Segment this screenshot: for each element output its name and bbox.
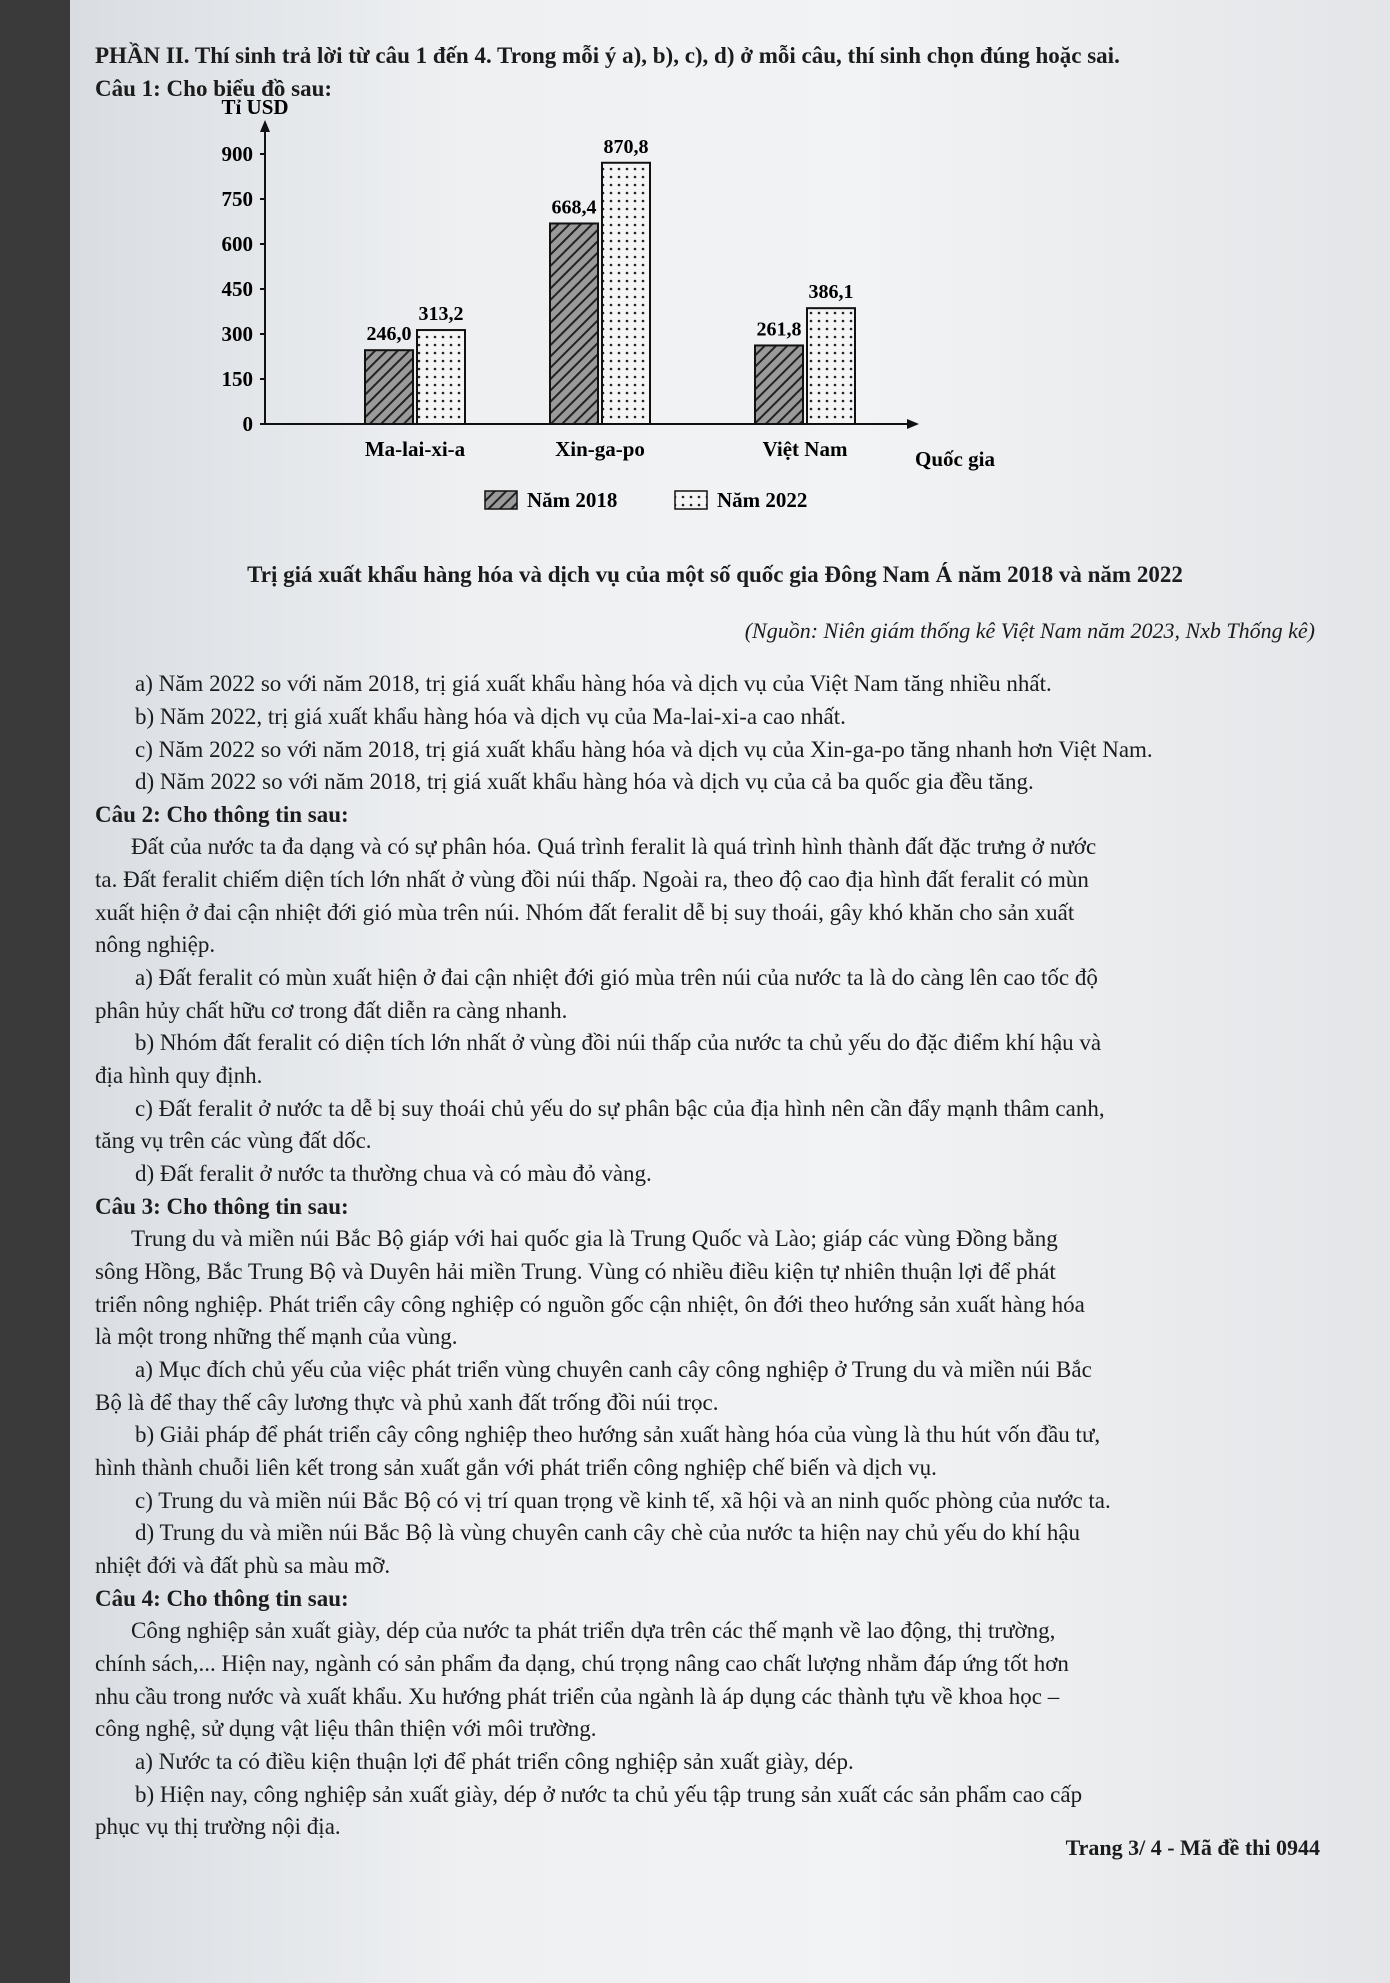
q2-option-c-cont: tăng vụ trên các vùng đất dốc. — [95, 1128, 372, 1154]
q2-passage-line: xuất hiện ở đai cận nhiệt đới gió mùa trên núi. Nhóm đất feralit dễ bị suy thoái, gây khó khăn cho sản xuất — [95, 899, 1075, 925]
q3-title: Câu 3: Cho thông tin sau: — [95, 1193, 349, 1219]
data-label: 668,4 — [551, 196, 597, 219]
data-label: 386,1 — [808, 281, 854, 304]
q2-passage-line: ta. Đất feralit chiếm diện tích lớn nhất ở vùng đồi núi thấp. Ngoài ra, theo độ cao địa hình đất feralit có mùn — [95, 867, 1089, 893]
data-label: 870,8 — [603, 136, 649, 159]
y-tick-label: 0 — [242, 412, 253, 437]
q3-passage-line: là một trong những thế mạnh của vùng. — [95, 1324, 458, 1350]
y-tick-label: 450 — [221, 277, 253, 302]
data-label: 313,2 — [418, 303, 464, 326]
q3-option-d: d) Trung du và miền núi Bắc Bộ là vùng chuyên canh cây chè của nước ta hiện nay chủ yếu do khí hậu — [135, 1520, 1081, 1546]
q1-option-d: d) Năm 2022 so với năm 2018, trị giá xuất khẩu hàng hóa và dịch vụ của cả ba quốc gia đều tăng. — [135, 769, 1034, 795]
y-axis-label: Tỉ USD — [221, 95, 289, 120]
legend-swatch-2022 — [675, 491, 707, 509]
bar-2022 — [602, 163, 650, 424]
q2-passage-line: nông nghiệp. — [95, 932, 216, 958]
y-tick-label: 150 — [221, 367, 253, 392]
q3-passage-line: triển nông nghiệp. Phát triển cây công nghiệp có nguồn gốc cận nhiệt, ôn đới theo hướng sản xuất hàng hóa — [95, 1291, 1085, 1317]
legend-label-2022: Năm 2022 — [717, 488, 808, 513]
q3-option-c: c) Trung du và miền núi Bắc Bộ có vị trí quan trọng về kinh tế, xã hội và an ninh quốc phòng của nước ta. — [135, 1487, 1111, 1513]
chart-caption: Trị giá xuất khẩu hàng hóa và dịch vụ của một số quốc gia Đông Nam Á năm 2018 và năm 2022 — [247, 562, 1183, 588]
x-axis-arrow — [907, 419, 919, 429]
q1-option-c: c) Năm 2022 so với năm 2018, trị giá xuất khẩu hàng hóa và dịch vụ của Xin-ga-po tăng nhanh hơn Việt Nam. — [135, 736, 1153, 762]
q1-title: Câu 1: Cho biểu đồ sau: — [95, 75, 333, 101]
q2-option-a-cont: phân hủy chất hữu cơ trong đất diễn ra càng nhanh. — [95, 997, 568, 1023]
q3-option-a-cont: Bộ là để thay thế cây lương thực và phủ xanh đất trống đồi núi trọc. — [95, 1389, 719, 1415]
q2-option-d: d) Đất feralit ở nước ta thường chua và có màu đỏ vàng. — [135, 1161, 652, 1187]
bar-chart — [95, 95, 1195, 559]
bar-2018 — [755, 346, 803, 425]
q2-option-b-cont: địa hình quy định. — [95, 1063, 263, 1089]
q4-passage-line: chính sách,... Hiện nay, ngành có sản phẩm đa dạng, chú trọng nâng cao chất lượng nhằm đáp ứng tốt hơn — [95, 1650, 1069, 1676]
q4-option-b: b) Hiện nay, công nghiệp sản xuất giày, dép ở nước ta chủ yếu tập trung sản xuất các sản phẩm cao cấp — [135, 1781, 1083, 1807]
q4-title: Câu 4: Cho thông tin sau: — [95, 1585, 349, 1611]
q3-passage — [95, 1223, 1335, 1354]
q3-option-b: b) Giải pháp để phát triển cây công nghiệp theo hướng sản xuất hàng hóa của vùng là thu hút vốn đầu tư, — [135, 1422, 1101, 1448]
chart-source: (Nguồn: Niên giám thống kê Việt Nam năm 2023, Nxb Thống kê) — [744, 617, 1315, 643]
q4-passage-line: Công nghiệp sản xuất giày, dép của nước ta phát triển dựa trên các thế mạnh về lao động, thị trường, — [131, 1618, 1056, 1644]
q2-option-c: c) Đất feralit ở nước ta dễ bị suy thoái chủ yếu do sự phân bậc của địa hình nên cần đẩy mạnh thâm canh, — [135, 1095, 1105, 1121]
bar-2018 — [550, 224, 598, 425]
q3-passage-line: sông Hồng, Bắc Trung Bộ và Duyên hải miền Trung. Vùng có nhiều điều kiện tự nhiên thuận lợi để phát — [95, 1259, 1056, 1285]
bar-2022 — [807, 308, 855, 424]
x-axis-label: Quốc gia — [915, 447, 995, 472]
bar-2022 — [417, 330, 465, 424]
q3-option-a: a) Mục đích chủ yếu của việc phát triển vùng chuyên canh cây công nghiệp ở Trung du và miền núi Bắc — [135, 1356, 1092, 1382]
q1-option-a: a) Năm 2022 so với năm 2018, trị giá xuất khẩu hàng hóa và dịch vụ của Việt Nam tăng nhiều nhất. — [135, 671, 1052, 697]
q3-option-d-cont: nhiệt đới và đất phù sa màu mỡ. — [95, 1552, 391, 1578]
q3-option-b-cont: hình thành chuỗi liên kết trong sản xuất gắn với phát triển công nghiệp chế biến và dịch vụ. — [95, 1454, 937, 1480]
y-tick-label: 750 — [221, 187, 253, 212]
q2-option-b: b) Nhóm đất feralit có diện tích lớn nhất ở vùng đồi núi thấp của nước ta chủ yếu do đặc điểm khí hậu và — [135, 1030, 1102, 1056]
y-tick-label: 900 — [221, 142, 253, 167]
q1-option-b: b) Năm 2022, trị giá xuất khẩu hàng hóa và dịch vụ của Ma-lai-xi-a cao nhất. — [135, 703, 846, 729]
q2-passage — [95, 831, 1335, 962]
bar-2018 — [365, 351, 413, 425]
q2-title: Câu 2: Cho thông tin sau: — [95, 801, 349, 827]
y-tick-label: 300 — [221, 322, 253, 347]
q4-passage-line: nhu cầu trong nước và xuất khẩu. Xu hướng phát triển của ngành là áp dụng các thành tựu về khoa học – — [95, 1683, 1060, 1709]
legend-swatch-2018 — [485, 491, 517, 509]
data-label: 246,0 — [366, 323, 412, 346]
q2-option-a: a) Đất feralit có mùn xuất hiện ở đai cận nhiệt đới gió mùa trên núi của nước ta là do càng lên cao tốc độ — [135, 965, 1098, 991]
data-label: 261,8 — [756, 318, 802, 341]
exam-page — [95, 40, 1335, 1844]
y-axis-arrow — [260, 120, 270, 132]
x-tick-label: Việt Nam — [762, 437, 848, 462]
q4-option-a: a) Nước ta có điều kiện thuận lợi để phát triển công nghiệp sản xuất giày, dép. — [135, 1748, 854, 1774]
q3-passage-line: Trung du và miền núi Bắc Bộ giáp với hai quốc gia là Trung Quốc và Lào; giáp các vùng Đồng bằng — [131, 1226, 1058, 1252]
bar-chart-svg — [95, 95, 1195, 559]
y-tick-label: 600 — [221, 232, 253, 257]
q4-passage-line: công nghệ, sử dụng vật liệu thân thiện với môi trường. — [95, 1716, 597, 1742]
x-tick-label: Xin-ga-po — [555, 437, 645, 462]
part-header: PHẦN II. Thí sinh trả lời từ câu 1 đến 4. Trong mỗi ý a), b), c), d) ở mỗi câu, thí sinh chọn đúng hoặc sai. — [95, 43, 1120, 68]
page-footer: Trang 3/ 4 - Mã đề thi 0944 — [1065, 1835, 1320, 1860]
legend-label-2018: Năm 2018 — [527, 488, 618, 513]
x-tick-label: Ma-lai-xi-a — [364, 437, 466, 462]
q4-option-b-cont: phục vụ thị trường nội địa. — [95, 1814, 341, 1840]
q2-passage-line: Đất của nước ta đa dạng và có sự phân hóa. Quá trình feralit là quá trình hình thành đất đặc trưng ở nước — [131, 834, 1097, 860]
q4-passage — [95, 1615, 1335, 1746]
